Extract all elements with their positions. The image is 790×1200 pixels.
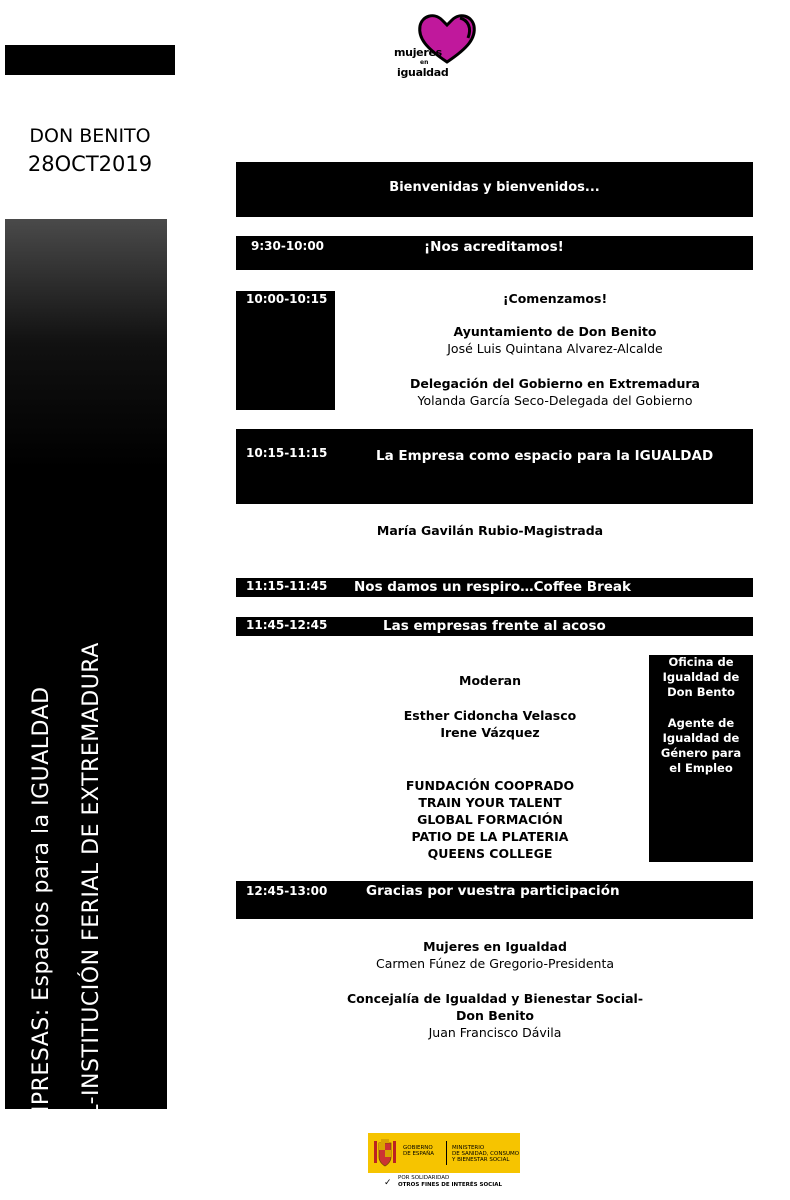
logo-text-en: en [420,59,429,66]
session-3-speaker: María Gavilán Rubio-Magistrada [376,523,604,538]
session-3-bar [236,429,753,504]
session-5-title: Las empresas frente al acoso [383,618,606,634]
welcome-block [236,162,753,217]
session-1-bar [236,236,753,270]
session-2-title: ¡Comenzamos! [502,291,608,306]
vertical-title-banner [5,219,167,1174]
check-icon: ✓ [384,1178,392,1188]
ministerio-text: MINISTERIO DE SANIDAD, CONSUMO Y BIENESTAR SOCIAL [452,1145,520,1163]
logo-text-igualdad: igualdad [397,66,449,79]
session-2-org1: Ayuntamiento de Don Benito [453,324,657,339]
closing-org2-line1: Concejalía de Igualdad y Bienestar Social- [346,991,644,1006]
session-4-title: Nos damos un respiro…Coffee Break [354,579,631,595]
session-2-time: 10:00-10:15 [246,292,328,306]
session-2-org2: Delegación del Gobierno en Extremadura [409,376,700,391]
closing-org2-line2: Don Benito [456,1008,534,1023]
session-6-bar [236,881,753,919]
city-label: DON BENITO [29,125,151,147]
session-5-time: 11:45-12:45 [246,618,328,632]
mujeres-en-igualdad-logo [378,8,508,78]
side-box-line-1: Oficina de [668,655,734,669]
closing-org1: Mujeres en Igualdad [423,939,567,954]
side-box-line-2: Igualdad de [662,670,740,684]
session-6-time: 12:45-13:00 [246,884,328,898]
session-2-person2: Yolanda García Seco-Delegada del Gobierno [417,393,693,408]
session-3-time: 10:15-11:15 [246,446,328,460]
welcome-text: Bienvenidas y bienvenidos... [389,180,600,195]
company-1: FUNDACIÓN COOPRADO [405,778,575,793]
footer-logo-divider [446,1141,447,1165]
moderator-2: Irene Vázquez [440,725,540,740]
gobierno-text: GOBIERNO DE ESPAÑA [403,1145,435,1157]
session-5-content [340,673,640,873]
session-3-title: La Empresa como espacio para la IGUALDAD [376,448,714,464]
session-4-bar [236,578,753,597]
session-2-person1: José Luis Quintana Alvarez-Alcalde [447,341,663,356]
side-box-line-3: Don Bento [667,685,735,699]
side-box-line-6: Igualdad de [662,731,740,745]
company-4: PATIO DE LA PLATERIA [411,829,569,844]
closing-content [330,939,660,1049]
session-4-time: 11:15-11:45 [246,579,328,593]
company-5: QUEENS COLLEGE [427,846,553,861]
session-5-bar [236,617,753,636]
side-info-box [649,655,753,862]
session-6-title: Gracias por vuestra participación [366,883,620,899]
closing-person2: Juan Francisco Dávila [428,1025,562,1040]
company-2: TRAIN YOUR TALENT [418,795,562,810]
session-1-title: ¡Nos acreditamos! [424,239,564,255]
session-2-time-box [236,291,335,410]
company-3: GLOBAL FORMACIÓN [417,812,563,827]
coat-of-arms-icon [374,1139,396,1167]
footer-subtext: POR SOLIDARIDAD OTROS FINES DE INTERÉS SOCIAL [398,1175,502,1188]
session-1-time: 9:30-10:00 [251,239,325,253]
side-box-line-8: el Empleo [669,761,733,775]
moderan-label: Moderan [459,673,521,688]
government-logo [368,1133,520,1173]
session-2-content [340,291,770,411]
closing-person1: Carmen Fúnez de Gregorio-Presidenta [375,956,615,971]
banner-venue: FEVAL-INSTITUCIÓN FERIAL DE EXTREMADURA [79,642,104,1174]
moderator-1: Esther Cidoncha Velasco [403,708,577,723]
date-label: 28OCT2019 [27,152,153,176]
side-box-line-5: Agente de [667,716,735,730]
header-black-bar [5,45,175,75]
banner-title: EMPRESAS: Espacios para la IGUALDAD [29,686,54,1139]
logo-text-mujeres: mujeres [394,46,442,59]
side-box-line-7: Género para [660,746,742,760]
